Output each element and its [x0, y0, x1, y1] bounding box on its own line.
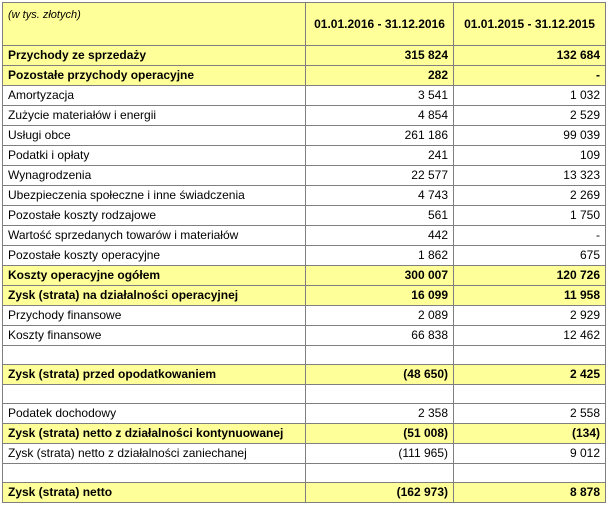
value-2016: 561 [306, 206, 454, 226]
table-row [3, 146, 606, 166]
value-2016: 282 [306, 66, 454, 86]
table-row [3, 166, 606, 186]
header-row [3, 3, 606, 46]
row-label: Zysk (strata) przed opodatkowaniem [3, 365, 306, 385]
row-label: Zysk (strata) netto z działalności kontynuowanej [3, 424, 306, 444]
period-2016-header: 01.01.2016 - 31.12.2016 [306, 3, 454, 46]
table-row [3, 186, 606, 206]
unit-label: (w tys. złotych) [3, 3, 306, 46]
value-2015: 675 [454, 246, 606, 266]
row-label [3, 346, 306, 365]
table-row [3, 286, 606, 306]
value-2016: 1 862 [306, 246, 454, 266]
row-label: Podatek dochodowy [3, 404, 306, 424]
value-2016 [306, 385, 454, 404]
value-2015: 99 039 [454, 126, 606, 146]
table-row [3, 464, 606, 483]
value-2016: 4 743 [306, 186, 454, 206]
row-label: Wynagrodzenia [3, 166, 306, 186]
row-label: Wartość sprzedanych towarów i materiałów [3, 226, 306, 246]
row-label: Zysk (strata) netto z działalności zaniechanej [3, 444, 306, 464]
value-2016 [306, 464, 454, 483]
value-2016: 66 838 [306, 326, 454, 346]
table-row [3, 385, 606, 404]
row-label: Zużycie materiałów i energii [3, 106, 306, 126]
income-statement-table [2, 2, 606, 503]
value-2016: 2 358 [306, 404, 454, 424]
table-row [3, 226, 606, 246]
value-2016: 16 099 [306, 286, 454, 306]
value-2015: 1 032 [454, 86, 606, 106]
value-2016: 2 089 [306, 306, 454, 326]
table-row [3, 246, 606, 266]
value-2016: 300 007 [306, 266, 454, 286]
value-2015 [454, 346, 606, 365]
row-label: Pozostałe przychody operacyjne [3, 66, 306, 86]
table-row [3, 206, 606, 226]
row-label: Zysk (strata) netto [3, 483, 306, 503]
table-row [3, 326, 606, 346]
table-row [3, 46, 606, 66]
row-label: Usługi obce [3, 126, 306, 146]
row-label [3, 385, 306, 404]
value-2015: 12 462 [454, 326, 606, 346]
value-2016: 241 [306, 146, 454, 166]
table-row [3, 444, 606, 464]
value-2016: 22 577 [306, 166, 454, 186]
value-2015 [454, 464, 606, 483]
value-2015: - [454, 66, 606, 86]
value-2015: 13 323 [454, 166, 606, 186]
table-row [3, 126, 606, 146]
value-2016: 261 186 [306, 126, 454, 146]
value-2015: 2 929 [454, 306, 606, 326]
table-row [3, 404, 606, 424]
row-label: Koszty finansowe [3, 326, 306, 346]
table-row [3, 365, 606, 385]
value-2015: 2 529 [454, 106, 606, 126]
value-2016: (48 650) [306, 365, 454, 385]
value-2015: 2 425 [454, 365, 606, 385]
table-body [3, 46, 606, 503]
value-2015: 132 684 [454, 46, 606, 66]
row-label: Amortyzacja [3, 86, 306, 106]
value-2015: 109 [454, 146, 606, 166]
table-row [3, 483, 606, 503]
table-row [3, 266, 606, 286]
value-2015: 11 958 [454, 286, 606, 306]
value-2016: (111 965) [306, 444, 454, 464]
period-2015-header: 01.01.2015 - 31.12.2015 [454, 3, 606, 46]
row-label: Przychody finansowe [3, 306, 306, 326]
table-row [3, 86, 606, 106]
value-2016: 442 [306, 226, 454, 246]
value-2015: 120 726 [454, 266, 606, 286]
row-label: Ubezpieczenia społeczne i inne świadczenia [3, 186, 306, 206]
table-row [3, 106, 606, 126]
row-label: Pozostałe koszty rodzajowe [3, 206, 306, 226]
value-2016: 4 854 [306, 106, 454, 126]
row-label: Pozostałe koszty operacyjne [3, 246, 306, 266]
value-2015 [454, 385, 606, 404]
table-row [3, 424, 606, 444]
value-2015: 8 878 [454, 483, 606, 503]
table-row [3, 306, 606, 326]
row-label [3, 464, 306, 483]
value-2015: 2 558 [454, 404, 606, 424]
value-2015: 2 269 [454, 186, 606, 206]
value-2015: (134) [454, 424, 606, 444]
row-label: Podatki i opłaty [3, 146, 306, 166]
table-row [3, 66, 606, 86]
value-2015: - [454, 226, 606, 246]
value-2015: 1 750 [454, 206, 606, 226]
row-label: Przychody ze sprzedaży [3, 46, 306, 66]
value-2016 [306, 346, 454, 365]
value-2016: 3 541 [306, 86, 454, 106]
value-2016: 315 824 [306, 46, 454, 66]
row-label: Zysk (strata) na działalności operacyjnej [3, 286, 306, 306]
value-2016: (162 973) [306, 483, 454, 503]
value-2015: 9 012 [454, 444, 606, 464]
row-label: Koszty operacyjne ogółem [3, 266, 306, 286]
table-row [3, 346, 606, 365]
value-2016: (51 008) [306, 424, 454, 444]
